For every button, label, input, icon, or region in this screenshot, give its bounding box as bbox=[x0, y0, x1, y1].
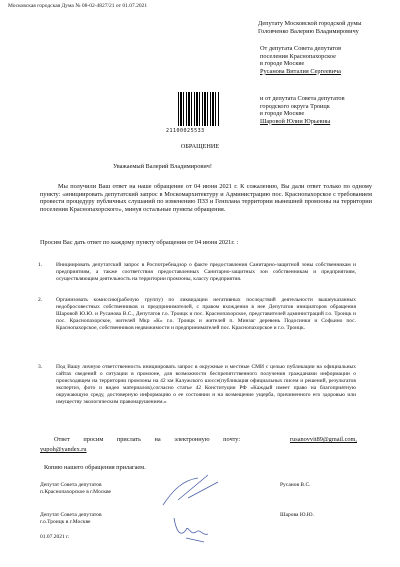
signer-2-title bbox=[40, 512, 102, 526]
sender-line: в городе Москве bbox=[260, 60, 305, 68]
barcode-number: 21100025533 bbox=[166, 128, 205, 134]
reply-request: Ответ просим прислать на электронную почту: bbox=[54, 436, 241, 443]
paragraph-2: Просим Вас дать ответ по каждому пункту обращения от 04 июня 2021г. : bbox=[40, 239, 239, 246]
signer-1-name: Русанов В.С. bbox=[280, 482, 311, 488]
sender-line: в городе Москве bbox=[260, 110, 305, 118]
signer-title-line: г.о.Троицк в г.Москве bbox=[40, 519, 91, 525]
document-title: ОБРАЩЕНИЕ bbox=[180, 143, 220, 150]
list-item: Инициировать депутатский запрос в Роспотребнадзор о факте предоставления Санитарно-защитной зоны собственникам и предприятиям, а также соответствия предоставленных Санитарно-защитных зон собственникам и предприятиям, осуществляющим деятельность на территории промзоны, классу предприятия. bbox=[56, 262, 356, 282]
list-number: 3. bbox=[38, 364, 43, 370]
signer-title-line: Депутат Совета депутатов bbox=[40, 482, 102, 488]
signer-2-name: Шарова Ю.Ю. bbox=[280, 512, 314, 518]
list-number: 2. bbox=[38, 297, 43, 303]
signer-title-line: Депутат Совета депутатов bbox=[40, 512, 102, 518]
barcode bbox=[178, 92, 220, 126]
sender-line: и от депутата Совета депутатов bbox=[260, 95, 345, 102]
greeting: Уважаемый Валерий Владимирович! bbox=[113, 163, 212, 170]
attachment-note: Копию нашего обращения прилагаем. bbox=[44, 464, 146, 471]
sender-line: От депутата Совета депутатов bbox=[260, 45, 342, 52]
signer-title-line: п.Краснопахорское в г.Москве bbox=[40, 489, 111, 495]
recipient-line: Депутату Московской городской думы bbox=[258, 20, 362, 27]
sender-block-2 bbox=[260, 95, 400, 125]
sender-name: Шаровой Юлии Юрьевны bbox=[260, 117, 331, 125]
sender-block-1 bbox=[260, 45, 400, 75]
signer-1-title bbox=[40, 482, 111, 496]
registration-stamp: Московская городская Дума № 08-02-4827/21 от 01.07.2021 bbox=[8, 3, 148, 9]
paragraph-1: Мы получили Ваш ответ на наше обращение от 04 июня 2021 г. К сожалению, Вы дали ответ только по одному пункту: «инициировать депутатский запрос в Москомархитектуру и Администрацию пос. Краснопахорское с требованием провести процедуру публичных слушаний по изменению ПЗЗ и Генплана территории нынешней промзоны на территории поселения Краснопахорского», минуя остальные пункты обращения. bbox=[40, 183, 372, 213]
recipient-block bbox=[258, 20, 398, 35]
email-link-1[interactable]: rusanovvit89@gmail.com, bbox=[290, 436, 358, 443]
list-number: 1. bbox=[38, 262, 43, 268]
sender-line: городского округа Троицк bbox=[260, 102, 330, 110]
email-link-2[interactable]: yupoh@yandex.ru bbox=[40, 446, 87, 453]
sender-name: Русанова Виталия Сергеевича bbox=[260, 67, 341, 75]
signature-2 bbox=[168, 508, 228, 546]
list-item: Под Вашу личную ответственность инициировать запрос в окружные и местные СМИ с целью публикации на официальных сайтах сведений о ситуации в промзоне, для возможности беспрепятственного получения гражданами информации о происходящем на территории промзоны на 42 км Калужского шоссе(публикация официальных писем и решений, результатов экспертиз, фото и видео материалов),согласно статье 42 Конституции РФ «Каждый имеет право на благоприятную окружающую среду, достоверную информацию о ее состоянии и на возмещение ущерба, причиненного его здоровью или имуществу экологическим правонарушением.» bbox=[56, 364, 356, 405]
signature-1 bbox=[158, 470, 228, 510]
list-item: Организовать комиссию(рабочую группу) по ликвидации негативных последствий деятельности вышеуказанных недобросовестных собственников и предпринимателей, с правом вхождения в нее Депутатов инициаторов обращения Шаровой Ю.Ю. и Русанова В.С., Депутатов г.о. Троицк и пос. Краснопахорское, представителей администраций г.о. Троицк и пос. Краснопахорское, жителей Мкр «К» г.о. Троицк и жителей п. Минзаг деревень Подосинки и Софьино пос. Краснопахорское, собственников недвижимости и предпринимателей пос. Краснопахорское и г.о. Троицк. bbox=[56, 297, 356, 331]
sender-line: поселения Краснопахорское bbox=[260, 52, 336, 60]
document-date: 01.07.2021 г. bbox=[40, 534, 70, 540]
recipient-line: Головченко Валерию Владимировичу bbox=[258, 27, 359, 35]
